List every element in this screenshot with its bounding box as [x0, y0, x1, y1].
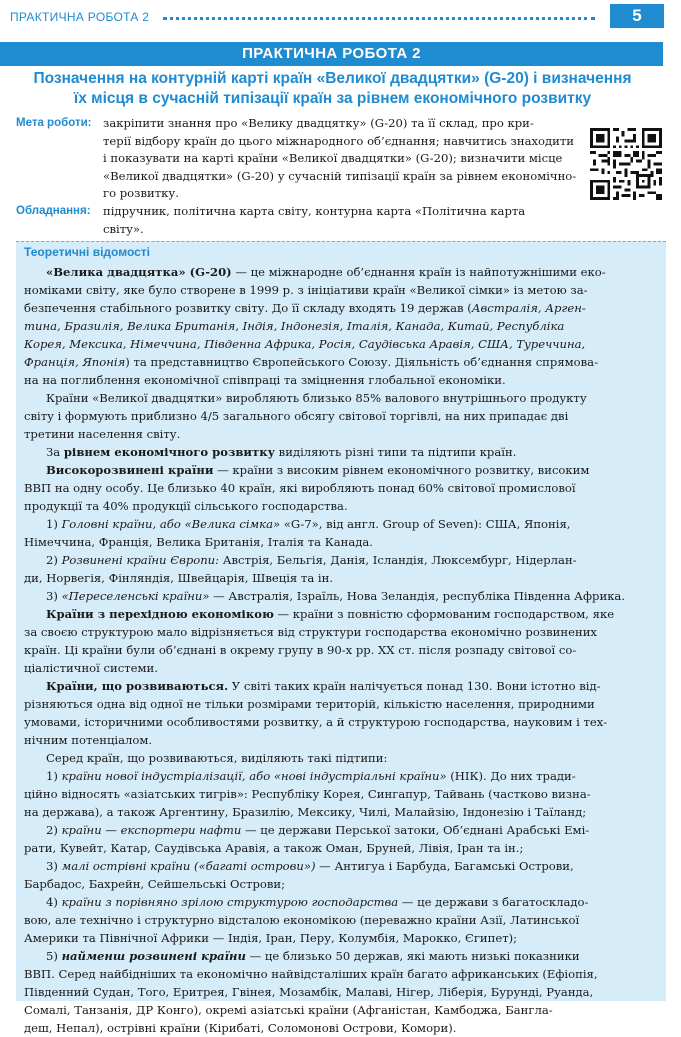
theory-text-run: малі острівні країни («багаті острови») [61, 859, 316, 873]
theory-line [16, 983, 666, 1001]
theory-line-text [24, 713, 607, 731]
theory-line-text [46, 767, 576, 785]
theory-text-run: «Переселенські країни» [61, 589, 210, 603]
theory-text-run: рати, Кувейт, Катар, Саудівська Аравія, а також Оман, Бруней, Лівія, Іран та ін.; [24, 841, 524, 855]
theory-line [16, 623, 666, 641]
theory-line-text [24, 335, 585, 353]
theory-text-run: номіками світу, яке було створене в 1999 р. з ініціативи країн «Великої сімки» із метою за- [24, 283, 588, 297]
theory-text-run: країни з порівняно зрілою структурою господарства [61, 895, 399, 909]
theory-line [16, 605, 666, 623]
theory-line [16, 443, 666, 461]
theory-text-run: «G-7», від англ. Group of Seven): США, Японія, [280, 517, 571, 531]
theory-text-run: ційно відносять «азіатських тигрів»: Республіку Корея, Сингапур, Тайвань (частково визна- [24, 787, 591, 801]
theory-line [16, 515, 666, 533]
theory-text-run: умовами, історичними особливостями розвитку, а й структурою господарства, науковим і тех- [24, 715, 608, 729]
theory-text-run: Головні країни, або «Велика сімка» [61, 517, 281, 531]
theory-line [16, 911, 666, 929]
theory-line-text [46, 821, 589, 839]
theory-line-text [24, 983, 593, 1001]
theory-line-text [24, 407, 568, 425]
theory-line [16, 839, 666, 857]
theory-text-run: Австрія, Бельгія, Данія, Ісландія, Люксембург, Нідерлан- [219, 553, 577, 567]
theory-line [16, 425, 666, 443]
theory-text-run: Німеччина, Франція, Велика Британія, Італія та Канада. [24, 535, 373, 549]
theory-text-run: Франція, Японія [24, 355, 126, 369]
theory-line-text [46, 587, 625, 605]
theory-line-text [46, 893, 588, 911]
section-banner: ПРАКТИЧНА РОБОТА 2 [0, 42, 663, 66]
theory-text-run: (НІК). До них тради- [446, 769, 576, 783]
theory-line [16, 551, 666, 569]
theory-text-run: Країни, що розвиваються. [46, 679, 229, 693]
theory-line [16, 785, 666, 803]
theory-line [16, 929, 666, 947]
theory-line-text [46, 263, 606, 281]
theory-text-run: Південний Судан, Того, Еритрея, Гвінея, Мозамбік, Малаві, Нігер, Ліберія, Бурунді, Руанда, [24, 985, 594, 999]
theory-text-run: ВВП. Серед найбідніших та економічно найвідсталіших країн багато африканських (Ефіопія, [24, 967, 598, 981]
theory-line [16, 857, 666, 875]
theory-line [16, 875, 666, 893]
theory-text-run: Сомалі, Танзанія, ДР Конго), окремі азіатські країни (Афганістан, Камбоджа, Бангла- [24, 1003, 553, 1017]
theory-text-run: — це держави з багатоскладо- [398, 895, 589, 909]
qr-code-icon[interactable] [590, 128, 662, 200]
theory-line-text [24, 659, 158, 677]
theory-text-run: «Велика двадцятка» (G-20) [46, 265, 232, 279]
theory-line [16, 353, 666, 371]
equipment-text [103, 203, 579, 238]
theory-text-run: вою, але технічно і структурно відсталою економікою (переважно країни Азії, Латинської [24, 913, 580, 927]
theory-line-text [24, 317, 564, 335]
theory-text-run: тина, Бразилія, Велика Британія, Індія, Індонезія, Італія, Канада, Китай, Республіка [24, 319, 565, 333]
theory-text-run: країн. Ці країни були об’єднані в окрему групу в 90-х рр. XX ст. після розпаду світової со- [24, 643, 577, 657]
theory-line-text [24, 839, 523, 857]
theory-line-text [24, 371, 506, 389]
theory-line [16, 1019, 666, 1037]
goal-line: і показувати на карті країни «Великої двадцятки» (G-20); визначити місце [103, 151, 563, 166]
theory-title: Теоретичні відомості [24, 245, 150, 259]
theory-text-run: безпечення стабільного розвитку світу. До її складу входять 19 держав ( [24, 301, 472, 315]
theory-line-text [24, 299, 586, 317]
theory-text-run: на держава), а також Аргентину, Бразилію, Мексику, Чилі, Малайзію, Індонезію і Таїланд; [24, 805, 587, 819]
theory-text-run: — це держави Перської затоки, Об’єднані Арабські Емі- [241, 823, 590, 837]
theory-line [16, 587, 666, 605]
theory-line [16, 461, 666, 479]
theory-text-run: Серед країн, що розвиваються, виділяють такі підтипи: [46, 751, 388, 765]
theory-line [16, 893, 666, 911]
theory-text-run: 1) [46, 769, 62, 783]
theory-text-run: 5) [46, 949, 62, 963]
theory-line-text [46, 605, 614, 623]
equipment-label: Обладнання: [16, 205, 91, 217]
theory-line-text [24, 641, 576, 659]
theory-line-text [24, 875, 285, 893]
theory-line [16, 713, 666, 731]
theory-text-run: рівнем економічного розвитку [63, 445, 275, 459]
theory-line [16, 533, 666, 551]
theory-line-text [24, 533, 373, 551]
theory-line [16, 281, 666, 299]
theory-line [16, 641, 666, 659]
theory-line [16, 767, 666, 785]
theory-text-run: За [46, 445, 64, 459]
theory-line-text [46, 551, 577, 569]
topic-heading [10, 69, 655, 109]
theory-line-text [24, 281, 588, 299]
theory-line [16, 263, 666, 281]
theory-text-run: 2) [46, 823, 62, 837]
theory-text-run: продукції та 40% продукції сільського господарства. [24, 499, 348, 513]
theory-text-run: ди, Норвегія, Фінляндія, Швейцарія, Швеція та ін. [24, 571, 334, 585]
theory-text-run: нічним потенціалом. [24, 733, 153, 747]
theory-line [16, 335, 666, 353]
theory-text-run: Розвинені країни Європи: [61, 553, 220, 567]
theory-text-run: Країни «Великої двадцятки» виробляють близько 85% валового внутрішнього продукту [46, 391, 587, 405]
theory-text-run: У світі таких країн налічується понад 130. Вони істотно від- [228, 679, 601, 693]
theory-line [16, 677, 666, 695]
goal-label: Мета роботи: [16, 117, 92, 129]
theory-line-text [46, 389, 587, 407]
theory-line-text [24, 353, 598, 371]
theory-line [16, 299, 666, 317]
theory-text-run: 3) [46, 859, 62, 873]
goal-line: терії відбору країн до цього міжнародного об’єднання; навчитись знаходити [103, 133, 575, 148]
theory-line-text [24, 803, 586, 821]
theory-text-run: ) та представництво Європейського Союзу. Діяльність об’єднання спрямова- [125, 355, 599, 369]
theory-text-run: 3) [46, 589, 62, 603]
theory-line [16, 947, 666, 965]
theory-line-text [24, 1019, 456, 1037]
theory-text-run: деш, Непал), острівні країни (Кірибаті, Соломонові Острови, Комори). [24, 1021, 457, 1035]
theory-text-run: Америки та Північної Африки — Індія, Іран, Перу, Колумбія, Марокко, Єгипет); [24, 931, 518, 945]
goal-line: «Великої двадцятки» (G-20) у сучасній типізації країн за рівнем економічно- [103, 168, 577, 183]
theory-text-run: — це міжнародне об’єднання країн із найпотужнішими еко- [231, 265, 606, 279]
theory-line-text [24, 731, 152, 749]
theory-line [16, 731, 666, 749]
theory-text-run: світу і формують приблизно 4/5 загального обсягу світової торгівлі, на них припадає дві [24, 409, 569, 423]
theory-text-run: за своєю структурою мало відрізняється від структури господарства економічно розвинених [24, 625, 597, 639]
theory-line [16, 749, 666, 767]
theory-text-run: — країни з високим рівнем економічного розвитку, високим [213, 463, 590, 477]
theory-line-text [46, 443, 516, 461]
running-header [0, 0, 681, 30]
theory-text-run: Країни з перехідною економікою [46, 607, 274, 621]
theory-line-text [24, 479, 576, 497]
theory-text-run: третини населення світу. [24, 427, 181, 441]
theory-text-run: різняються одна від одної не тільки розмірами територій, кількістю населення, природними [24, 697, 595, 711]
theory-line-text [46, 947, 580, 965]
theory-text-run: країни — експортери нафти [61, 823, 242, 837]
theory-line-text [24, 785, 591, 803]
theory-line-text [24, 425, 180, 443]
theory-line-text [24, 623, 597, 641]
running-title: ПРАКТИЧНА РОБОТА 2 [10, 10, 150, 24]
theory-line [16, 569, 666, 587]
theory-line-text [24, 911, 579, 929]
theory-text-run: Високорозвинені країни [46, 463, 214, 477]
theory-line [16, 497, 666, 515]
header-dotted-rule [163, 17, 595, 20]
theory-line [16, 1001, 666, 1019]
theory-text-run: країни нової індустріалізації, або «нові індустріальні країни» [61, 769, 447, 783]
theory-line [16, 803, 666, 821]
theory-text-run: Барбадос, Бахрейн, Сейшельські Острови; [24, 877, 286, 891]
theory-panel [16, 241, 666, 1035]
theory-text-run: — Австралія, Ізраїль, Нова Зеландія, республіка Південна Африка. [209, 589, 626, 603]
theory-text-run: ВВП на одну особу. Це близько 40 країн, які виробляють понад 60% світової промислової [24, 481, 576, 495]
theory-text-run: — Антигуа і Барбуда, Багамські Острови, [315, 859, 574, 873]
goal-line: го розвитку. [103, 186, 179, 201]
theory-text-run: — країни з повністю сформованим господарством, яке [273, 607, 615, 621]
theory-line-text [24, 929, 517, 947]
theory-text-run: ціалістичної системи. [24, 661, 158, 675]
theory-line-text [24, 965, 598, 983]
theory-line-text [24, 1001, 553, 1019]
theory-text-run: 4) [46, 895, 62, 909]
theory-text-run: 2) [46, 553, 62, 567]
theory-text-run: Австралія, Арген- [471, 301, 586, 315]
goal-text [103, 115, 579, 203]
theory-line [16, 371, 666, 389]
theory-text-run: — це близько 50 держав, які мають низькі показники [245, 949, 580, 963]
theory-line-text [46, 461, 589, 479]
goal-line: закріпити знання про «Велику двадцятку» (G-20) та її склад, про кри- [103, 116, 534, 130]
page-number: 5 [610, 4, 664, 28]
theory-line [16, 479, 666, 497]
theory-line [16, 821, 666, 839]
theory-line-text [46, 857, 574, 875]
equipment-line: підручник, політична карта світу, контурна карта «Політична карта [103, 204, 526, 218]
theory-line-text [46, 677, 601, 695]
theory-line [16, 389, 666, 407]
theory-line-text [46, 749, 387, 767]
theory-line-text [24, 695, 595, 713]
theory-line [16, 407, 666, 425]
theory-line-text [46, 515, 570, 533]
theory-text-run: виділяють різні типи та підтипи країн. [275, 445, 517, 459]
theory-line [16, 659, 666, 677]
theory-line-text [24, 569, 333, 587]
theory-text-run: 1) [46, 517, 62, 531]
topic-line: їх місця в сучасній типізації країн за рівнем економічного розвитку [73, 90, 592, 107]
theory-line [16, 965, 666, 983]
topic-line: Позначення на контурній карті країн «Великої двадцятки» (G-20) і визначення [33, 70, 632, 87]
theory-text-run: найменш розвинені країни [61, 949, 246, 963]
theory-text-run: Корея, Мексика, Німеччина, Південна Африка, Росія, Саудівська Аравія, США, Туреччина, [24, 337, 586, 351]
equipment-line: світу». [103, 221, 144, 236]
theory-text-run: на на поглиблення економічної співпраці та зміцнення глобальної економіки. [24, 373, 506, 387]
theory-line [16, 317, 666, 335]
theory-line [16, 695, 666, 713]
theory-line-text [24, 497, 348, 515]
